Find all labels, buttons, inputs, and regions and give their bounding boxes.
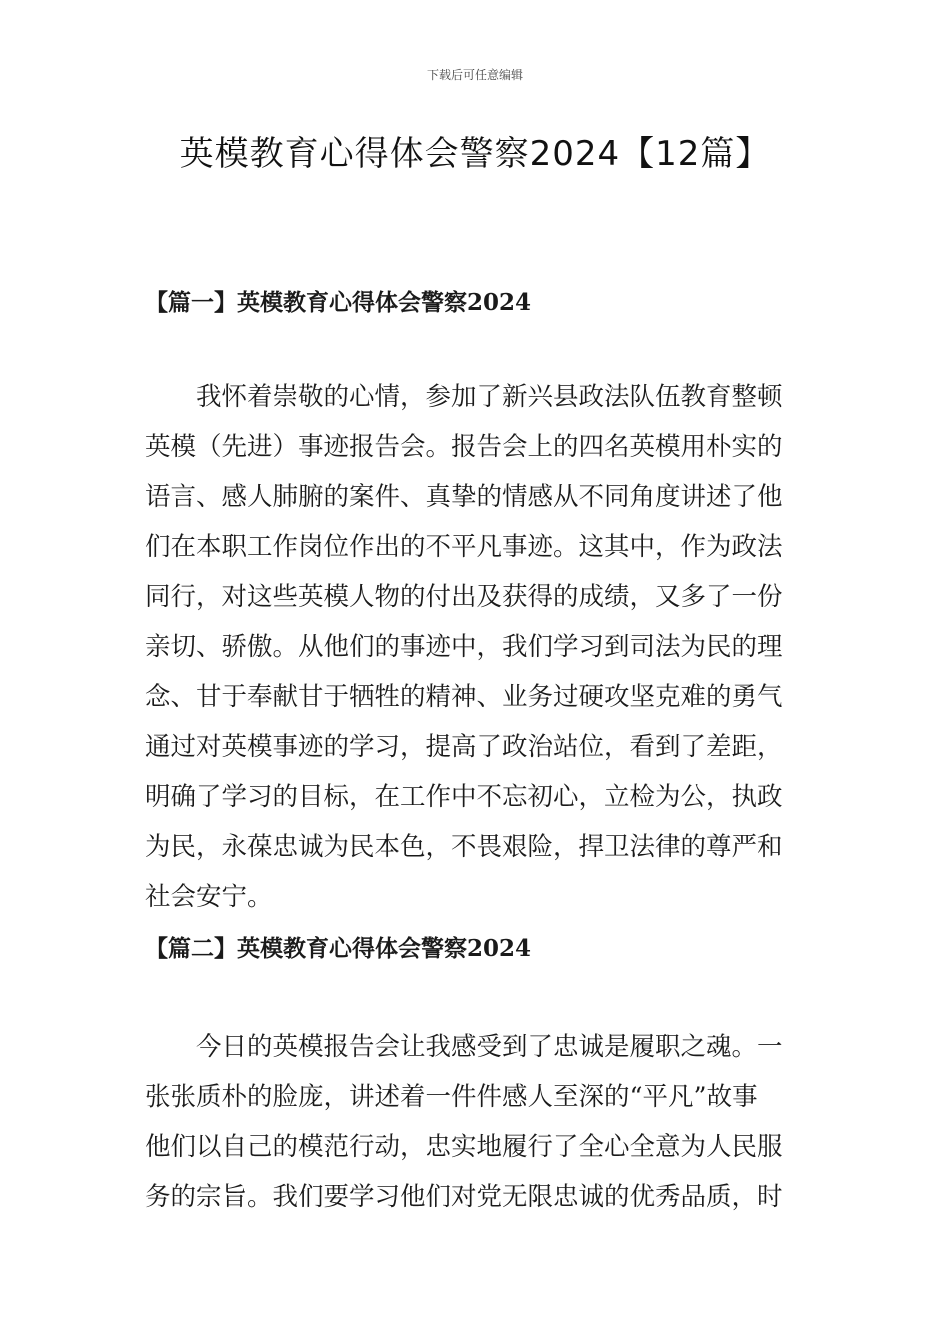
paragraph-line: 们在本职工作岗位作出的不平凡事迹。这其中，作为政法: [145, 532, 783, 562]
paragraph-line: 他们以自己的模范行动，忠实地履行了全心全意为人民服: [145, 1132, 783, 1162]
paragraph-line: 语言、感人肺腑的案件、真挚的情感从不同角度讲述了他: [145, 482, 783, 512]
paragraph-line: 为民，永葆忠诚为民本色，不畏艰险，捍卫法律的尊严和: [145, 832, 783, 862]
paragraph-line: 英模（先进）事迹报告会。报告会上的四名英模用朴实的: [145, 432, 783, 462]
paragraph-line: 亲切、骄傲。从他们的事迹中，我们学习到司法为民的理: [145, 632, 783, 662]
paragraph-line: 念、甘于奉献甘于牺牲的精神、业务过硬攻坚克难的勇气: [145, 682, 783, 712]
section-heading-1: 【篇一】英模教育心得体会警察2024: [145, 289, 532, 316]
paragraph-line: 务的宗旨。我们要学习他们对党无限忠诚的优秀品质，时: [145, 1182, 783, 1212]
paragraph-line: 同行，对这些英模人物的付出及获得的成绩，又多了一份: [145, 582, 783, 612]
paragraph-line: 通过对英模事迹的学习，提高了政治站位，看到了差距，: [145, 732, 783, 762]
paragraph-line: 今日的英模报告会让我感受到了忠诚是履职之魂。一: [196, 1032, 783, 1062]
section-1-paragraph: [145, 372, 817, 922]
header-note: 下载后可任意编辑: [426, 68, 523, 82]
paragraph-line: 社会安宁。: [145, 882, 273, 912]
document-title: 英模教育心得体会警察2024【12篇】: [179, 134, 771, 174]
section-heading-2: 【篇二】英模教育心得体会警察2024: [145, 935, 532, 962]
paragraph-line: 我怀着崇敬的心情，参加了新兴县政法队伍教育整顿: [196, 382, 783, 412]
paragraph-line: 明确了学习的目标，在工作中不忘初心，立检为公，执政: [145, 782, 783, 812]
paragraph-line: 张张质朴的脸庞，讲述着一件件感人至深的“平凡”故事: [145, 1082, 758, 1112]
section-2-paragraph: [145, 1022, 817, 1222]
